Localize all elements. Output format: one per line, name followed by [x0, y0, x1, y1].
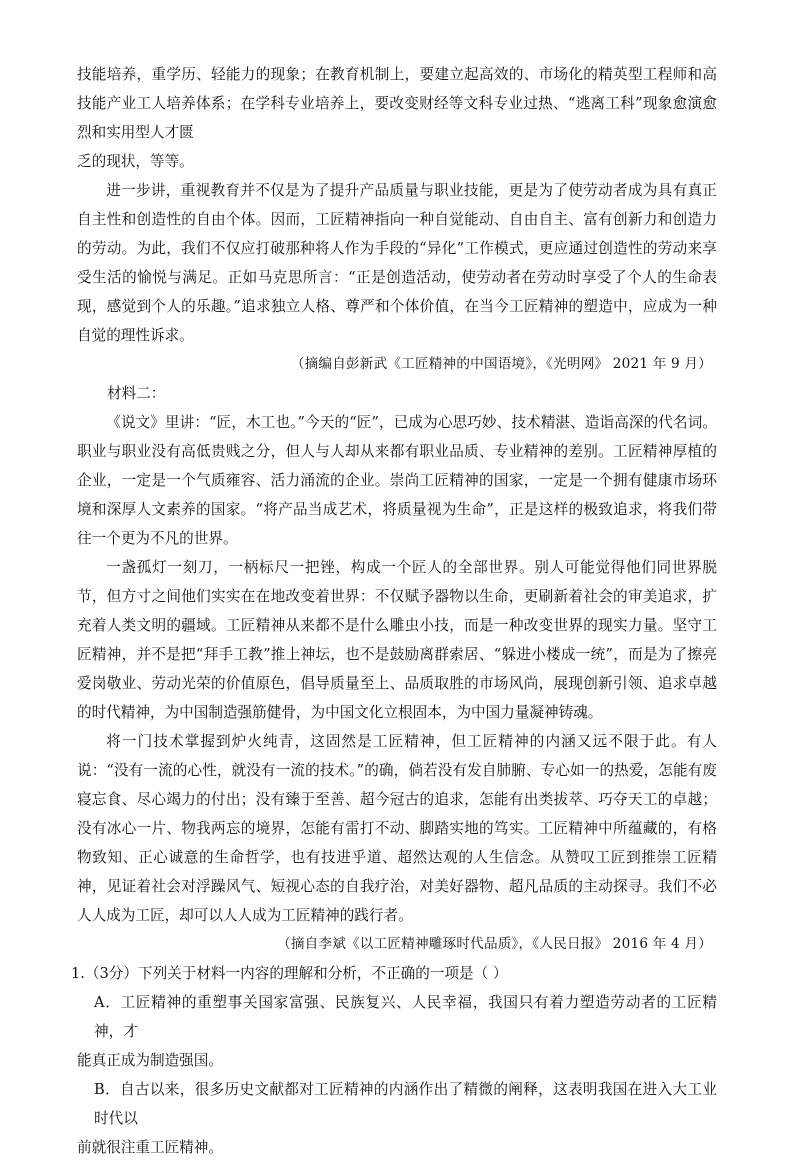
question-1-option-b-line2: 前就很注重工匠精神。 [77, 1139, 223, 1156]
question-1-option-a-line1: A．工匠精神的重塑事关国家富强、民族复兴、人民幸福，我国只有着力塑造劳动者的工匠精神，才 [94, 994, 717, 1040]
material1-tail-line1: 技能培养，重学历、轻能力的现象；在教育机制上，要建立起高效的、市场化的精英型工程师和高技能产业工人培养体系；在学科专业培养上，要改变财经等文科专业过热、“逃离工科”现象愈演愈烈和实用型人才匮 [77, 66, 717, 141]
question-1-option-b-line1: B．自古以来，很多历史文献都对工匠精神的内涵作出了精微的阐释，这表明我国在进入大工业时代以 [94, 1081, 717, 1127]
material1-source: （摘编自彭新武《工匠精神的中国语境》，《光明网》 2021 年 9 月） [290, 356, 712, 372]
question-1-option-a-line2: 能真正成为制造强国。 [77, 1052, 223, 1069]
material2-paragraph-3: 将一门技术掌握到炉火纯青，这固然是工匠精神，但工匠精神的内涵又远不限于此。有人说：“没有一流的心性，就没有一流的技术。”的确，倘若没有发自肺腑、专心如一的热爱，怎能有废寝忘食、尽心竭力的付出；没有臻于至善、超今冠古的追求，怎能有出类拔萃、巧夺天工的卓越；没有冰心一片、物我两忘的境界，怎能有雷打不动、脚踏实地的笃实。工匠精神中所蕴藏的，有格物致知、正心诚意的生命哲学，也有技进乎道、超然达观的人生信念。从赞叹工匠到推崇工匠精神，见证着社会对浮躁风气、短视心态的自我疗治，对美好器物、超凡品质的主动探寻。我们不必人人成为工匠，却可以人人成为工匠精神的践行者。 [77, 733, 717, 924]
material2-paragraph-1: 《说文》里讲：“匠，木工也。”今天的“匠”，已成为心思巧妙、技术精湛、造诣高深的代名词。职业与职业没有高低贵贱之分，但人与人却从来都有职业品质、专业精神的差别。工匠精神厚植的企业，一定是一个气质雍容、活力涌流的企业。崇尚工匠精神的国家，一定是一个拥有健康市场环境和深厚人文素养的国家。“将产品当成艺术，将质量视为生命”，正是这样的极致追求，将我们带往一个更为不凡的世界。 [77, 414, 717, 547]
material2-paragraph-2: 一盏孤灯一刻刀，一柄标尺一把锉，构成一个匠人的全部世界。别人可能觉得他们同世界脱节，但方寸之间他们实实在在地改变着世界：不仅赋予器物以生命，更刷新着社会的审美追求，扩充着人类文明的疆域。工匠精神从来都不是什么雕虫小技，而是一种改变世界的现实力量。坚守工匠精神，并不是把“拜手工教”推上神坛，也不是鼓励离群索居、“躲进小楼成一统”，而是为了擦亮爱岗敬业、劳动光荣的价值原色，倡导质量至上、品质取胜的市场风尚，展现创新引领、追求卓越的时代精神，为中国制造强筋健骨，为中国文化立根固本，为中国力量凝神铸魂。 [77, 559, 717, 721]
material2-heading: 材料二： [107, 385, 166, 402]
material1-tail-line2: 乏的现状，等等。 [77, 153, 194, 170]
material1-paragraph-2: 进一步讲，重视教育并不仅是为了提升产品质量与职业技能，更是为了使劳动者成为具有真正自主性和创造性的自由个体。因而，工匠精神指向一种自觉能动、自由自主、富有创新力和创造力的劳动。为此，我们不仅应打破那种将人作为手段的“异化”工作模式，更应通过创造性的劳动来享受生活的愉悦与满足。正如马克思所言：“正是创造活动，使劳动者在劳动时享受了个人的生命表现，感觉到个人的乐趣。”追求独立人格、尊严和个体价值，在当今工匠精神的塑造中，应成为一种自觉的理性诉求。 [77, 182, 717, 344]
question-1-stem: 1.（3分）下列关于材料一内容的理解和分析，不正确的一项是（ ） [71, 965, 508, 982]
material2-source: （摘自李斌《以工匠精神雕琢时代品质》，《人民日报》 2016 年 4 月） [277, 936, 712, 952]
